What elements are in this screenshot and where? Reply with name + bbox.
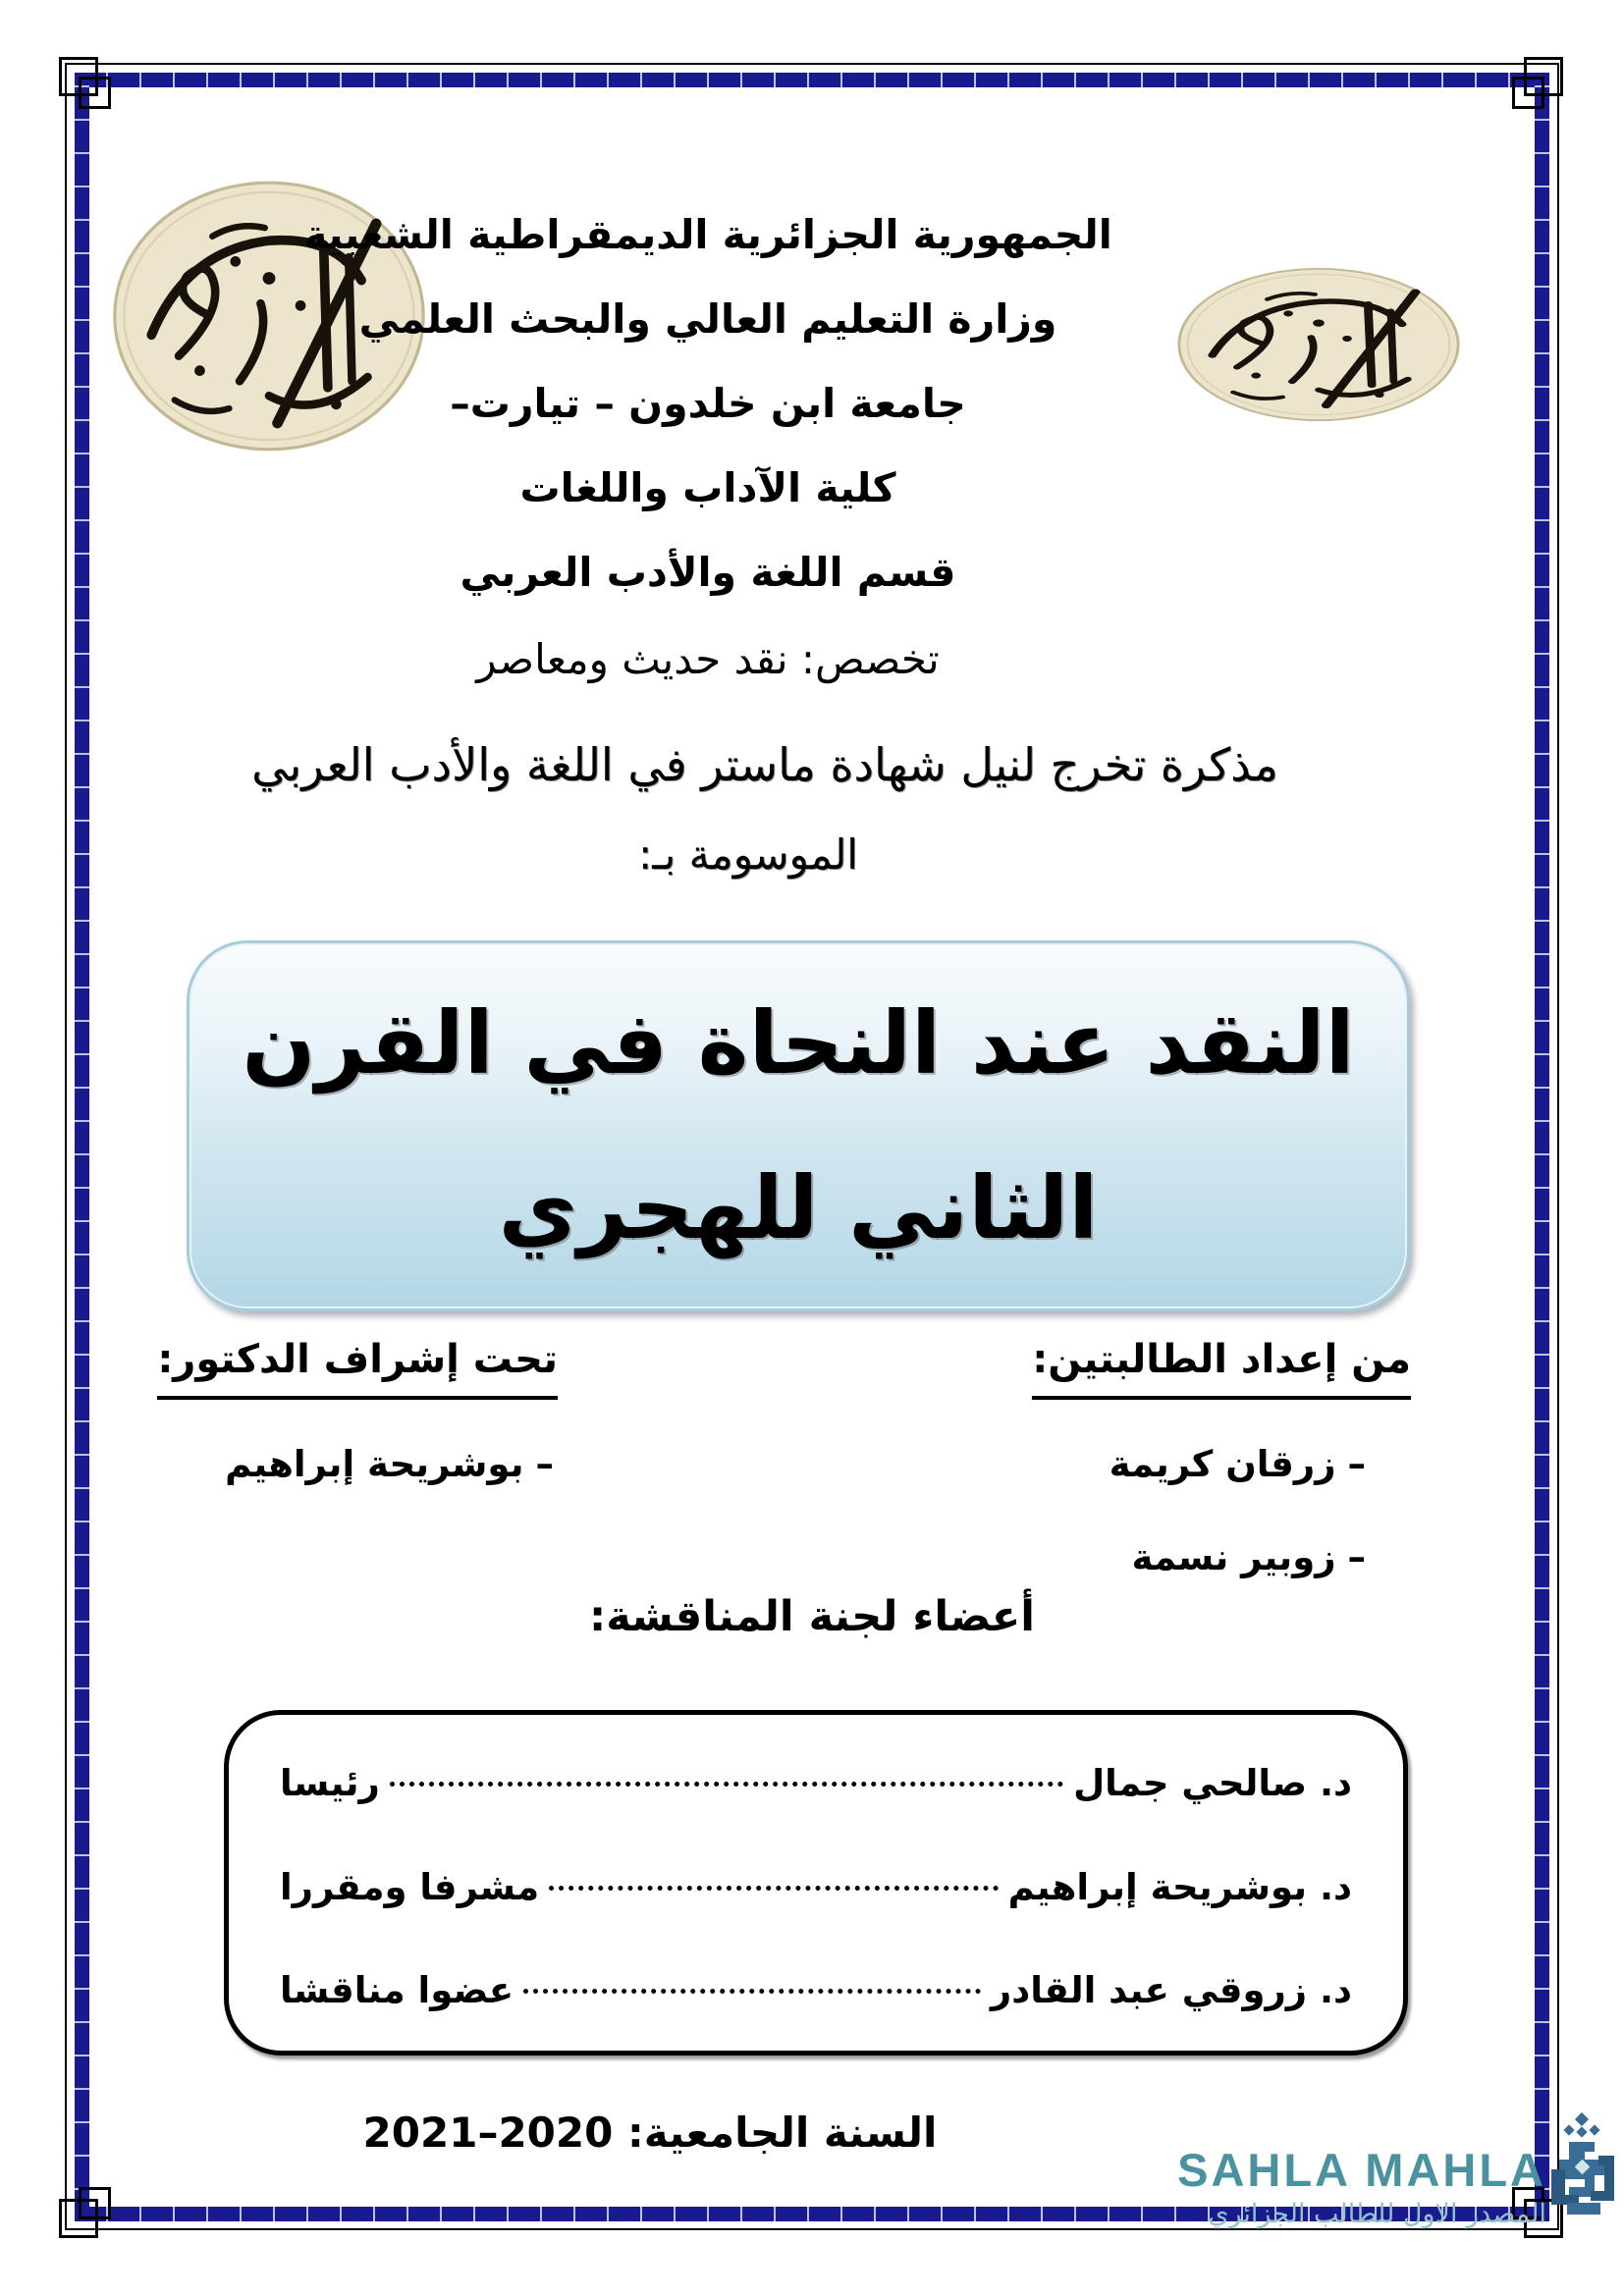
- sahla-mahla-kufic-mark-icon: [1547, 2110, 1620, 2222]
- student-name: –زرقان كريمة: [1109, 1443, 1366, 1485]
- dot-leader: [390, 1782, 1063, 1787]
- department-line: قسم اللغة والأدب العربي: [460, 549, 956, 596]
- memo-type-line: مذكرة تخرج لنيل شهادة ماستر في اللغة والأدب العربي: [251, 738, 1278, 791]
- thesis-title-line-2: الثاني للهجري: [498, 1157, 1099, 1258]
- border-band-top: [75, 73, 1549, 87]
- committee-member-row: [280, 1969, 1352, 2011]
- faculty-line: كلية الآداب واللغات: [519, 464, 896, 511]
- member-role: رئيسا: [280, 1762, 380, 1804]
- committee-box: [224, 1710, 1408, 2056]
- committee-heading: أعضاء لجنة المناقشة:: [589, 1592, 1035, 1641]
- member-role: مشرفا ومقررا: [280, 1865, 540, 1908]
- prepared-by-section: [1032, 1337, 1411, 1578]
- watermark-brand: SAHLA MAHLA: [1177, 2144, 1546, 2196]
- watermark: [1177, 2146, 1546, 2229]
- supervision-heading: تحت إشراف الدكتور:: [157, 1337, 558, 1400]
- corner-ornament-bottom-left: [79, 2187, 111, 2219]
- thesis-title-line-1: النقد عند النحاة في القرن: [242, 992, 1355, 1094]
- student-name: –زوبير نسمة: [1131, 1536, 1366, 1578]
- member-name: د. زروقي عبد القادر: [990, 1969, 1352, 2011]
- member-name: د. بوشريحة إبراهيم: [1007, 1865, 1352, 1908]
- prepared-by-heading: من إعداد الطالبتين:: [1032, 1337, 1411, 1400]
- supervision-section: [157, 1337, 558, 1485]
- thesis-title-box: [187, 940, 1410, 1311]
- member-name: د. صالحي جمال: [1073, 1762, 1352, 1804]
- supervisor-name: –بوشريحة إبراهيم: [225, 1443, 554, 1485]
- ministry-line: وزارة التعليم العالي والبحث العلمي: [358, 295, 1057, 343]
- member-role: عضوا مناقشا: [280, 1969, 514, 2011]
- university-line: جامعة ابن خلدون – تيارت–: [450, 380, 966, 427]
- corner-ornament-top-left: [79, 77, 111, 109]
- header-block: [0, 192, 1416, 705]
- committee-member-row: [280, 1762, 1352, 1804]
- border-band-right: [1535, 73, 1549, 2221]
- corner-ornament-top-right: [1512, 77, 1544, 109]
- dot-leader: [549, 1886, 999, 1891]
- entitled-line: الموسومة بـ:: [638, 830, 858, 879]
- republic-line: الجمهورية الجزائرية الديمقراطية الشعبية: [303, 211, 1112, 258]
- specialty-line: تخصص: نقد حديث ومعاصر: [476, 635, 940, 683]
- dot-leader: [523, 1989, 981, 1994]
- committee-member-row: [280, 1866, 1352, 1908]
- watermark-tagline: المصدر الاول للطالب الجزائري: [1208, 2199, 1546, 2229]
- academic-year-line: السنة الجامعية: 2020–2021: [362, 2109, 938, 2157]
